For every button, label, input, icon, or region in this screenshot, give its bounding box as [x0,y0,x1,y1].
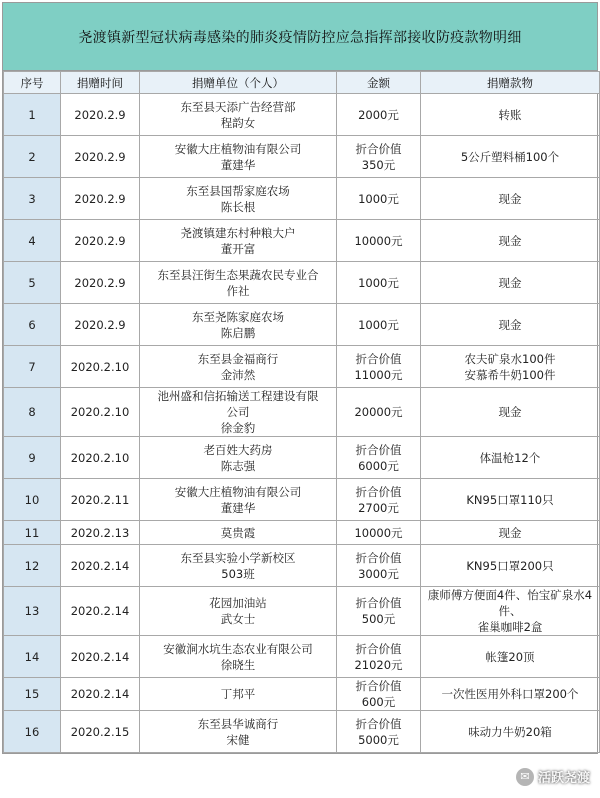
cell-seq: 3 [4,178,61,220]
cell-seq: 10 [4,479,61,521]
cell-amount-line: 10000元 [354,525,403,540]
cell-amount-line: 6000元 [358,458,399,473]
cell-items [421,587,600,636]
cell-items [421,304,600,346]
cell-items-line: 帐篷20顶 [485,649,535,664]
cell-seq: 14 [4,636,61,678]
cell-items-line: KN95口罩110只 [466,492,554,507]
cell-amount-line: 350元 [361,157,396,172]
cell-donor-line: 陈长根 [220,199,256,214]
cell-seq: 11 [4,521,61,545]
cell-date: 2020.2.10 [61,346,140,388]
cell-amount [337,587,421,636]
cell-seq: 7 [4,346,61,388]
cell-items [421,711,600,753]
cell-items [421,262,600,304]
cell-amount [337,136,421,178]
cell-items [421,437,600,479]
cell-donor [140,136,337,178]
cell-amount [337,521,421,545]
cell-date: 2020.2.9 [61,136,140,178]
cell-amount-line: 600元 [361,695,396,709]
cell-amount-line: 1000元 [358,191,399,206]
cell-items-line: 体温枪12个 [479,450,541,465]
cell-amount-line: 折合价值 [355,442,402,457]
cell-donor-line: 安徽大庄植物油有限公司 [174,141,302,156]
cell-amount-line: 2700元 [358,500,399,515]
cell-seq: 16 [4,711,61,753]
sheet-title: 尧渡镇新型冠状病毒感染的肺炎疫情防控应急指挥部接收防疫款物明细 [3,3,597,71]
cell-donor-line: 董开富 [220,241,256,256]
cell-amount [337,636,421,678]
cell-donor [140,678,337,711]
table-row [4,262,600,304]
cell-amount-line: 折合价值 [355,716,402,731]
table-row [4,636,600,678]
cell-donor-line: 丁邦平 [220,687,256,701]
cell-donor-line: 东至县国帮家庭农场 [186,183,290,198]
cell-donor-line: 徐晓生 [220,657,256,672]
cell-items [421,479,600,521]
cell-amount [337,262,421,304]
cell-donor-line: 陈启鹏 [220,325,256,340]
cell-donor [140,178,337,220]
table-row [4,136,600,178]
cell-amount-line: 1000元 [358,275,399,290]
cell-amount-line: 折合价值 [355,641,402,656]
cell-donor-line: 花园加油站 [209,596,267,610]
cell-date: 2020.2.14 [61,545,140,587]
donation-table [3,71,600,753]
cell-amount [337,711,421,753]
table-row [4,678,600,711]
cell-amount-line: 折合价值 [355,351,402,366]
cell-date: 2020.2.10 [61,388,140,437]
cell-date: 2020.2.9 [61,178,140,220]
table-row [4,587,600,636]
cell-donor [140,521,337,545]
cell-items [421,178,600,220]
cell-donor-line: 东至县华诚商行 [197,716,279,731]
cell-items-line: 雀巢咖啡2盒 [477,620,543,634]
cell-items [421,388,600,437]
cell-donor-line: 池州盛和信拓输送工程建设有限 [157,389,319,403]
cell-donor-line: 徐金豹 [220,421,256,435]
cell-donor [140,388,337,437]
cell-amount-line: 20000元 [354,405,403,419]
cell-items [421,346,600,388]
cell-items-line: 现金 [498,405,522,419]
cell-amount-line: 折合价值 [355,484,402,499]
cell-items-line: 现金 [498,525,522,540]
cell-seq: 5 [4,262,61,304]
cell-items-line: 现金 [498,317,522,332]
cell-donor-line: 老百姓大药房 [203,442,273,457]
table-row [4,545,600,587]
cell-seq: 12 [4,545,61,587]
cell-donor-line: 宋健 [226,732,250,747]
header-row [4,72,600,94]
cell-date: 2020.2.14 [61,678,140,711]
table-row [4,711,600,753]
cell-items [421,678,600,711]
table-row [4,304,600,346]
cell-items-line: 农夫矿泉水100件 [464,351,556,366]
cell-seq: 6 [4,304,61,346]
cell-date: 2020.2.9 [61,262,140,304]
cell-seq: 2 [4,136,61,178]
cell-donor [140,437,337,479]
cell-donor-line: 503班 [221,566,255,581]
cell-date: 2020.2.15 [61,711,140,753]
cell-items-line: 现金 [498,191,522,206]
cell-date: 2020.2.14 [61,636,140,678]
cell-donor-line: 金沛然 [220,367,256,382]
cell-seq: 15 [4,678,61,711]
cell-amount-line: 11000元 [354,367,403,382]
cell-seq: 8 [4,388,61,437]
cell-donor [140,587,337,636]
cell-items [421,94,600,136]
header-amount: 金额 [337,72,421,94]
cell-amount-line: 折合价值 [355,596,402,610]
cell-date: 2020.2.9 [61,220,140,262]
cell-donor [140,304,337,346]
cell-donor-line: 安徽大庄植物油有限公司 [174,484,302,499]
cell-items [421,636,600,678]
cell-donor-line: 东至县汪街生态果蔬农民专业合 [157,267,319,282]
table-row [4,94,600,136]
table-row [4,346,600,388]
cell-amount-line: 21020元 [354,657,403,672]
cell-date: 2020.2.13 [61,521,140,545]
cell-donor [140,479,337,521]
cell-donor [140,346,337,388]
cell-donor-line: 陈志强 [220,458,256,473]
table-row [4,388,600,437]
cell-donor-line: 尧渡镇建东村种粮大户 [180,225,296,240]
header-donor: 捐赠单位（个人） [140,72,337,94]
header-seq: 序号 [4,72,61,94]
cell-donor-line: 公司 [226,405,250,419]
cell-items [421,220,600,262]
cell-amount [337,545,421,587]
table-row [4,521,600,545]
cell-donor-line: 东至县实验小学新校区 [180,550,296,565]
cell-amount [337,678,421,711]
cell-amount [337,304,421,346]
table-row [4,437,600,479]
cell-donor [140,94,337,136]
cell-items [421,136,600,178]
cell-amount-line: 1000元 [358,317,399,332]
cell-items-line: 一次性医用外科口罩200个 [441,687,579,701]
cell-amount [337,437,421,479]
cell-items-line: 转账 [498,107,522,122]
cell-donor [140,262,337,304]
cell-amount-line: 3000元 [358,566,399,581]
cell-amount [337,388,421,437]
cell-donor-line: 作社 [226,283,250,298]
cell-donor-line: 东至尧陈家庭农场 [192,309,284,324]
table-row [4,220,600,262]
wechat-icon: ✉ [516,768,534,786]
cell-donor [140,545,337,587]
table-row [4,178,600,220]
donation-sheet [2,2,598,754]
cell-items [421,545,600,587]
cell-items-line: KN95口罩200只 [466,558,554,573]
cell-amount [337,94,421,136]
cell-amount-line: 折合价值 [355,141,402,156]
cell-seq: 9 [4,437,61,479]
cell-amount-line: 10000元 [354,233,403,248]
cell-donor [140,220,337,262]
cell-donor-line: 安徽涧水坑生态农业有限公司 [163,641,313,656]
cell-items-line: 5公斤塑料桶100个 [460,149,560,164]
header-items: 捐赠款物 [421,72,600,94]
cell-amount-line: 500元 [361,612,396,626]
cell-donor-line: 董建华 [220,500,256,515]
cell-donor-line: 董建华 [220,157,256,172]
cell-seq: 4 [4,220,61,262]
cell-items-line: 康师傅方便面4件、怡宝矿泉水4件、 [427,588,593,618]
cell-amount [337,479,421,521]
cell-items-line: 现金 [498,275,522,290]
cell-date: 2020.2.10 [61,437,140,479]
cell-donor [140,636,337,678]
cell-amount-line: 5000元 [358,732,399,747]
cell-items [421,521,600,545]
cell-amount-line: 2000元 [358,107,399,122]
cell-items-line: 味动力牛奶20箱 [468,724,552,739]
cell-donor-line: 莫贵霞 [220,525,256,540]
watermark [516,767,590,786]
cell-amount [337,178,421,220]
cell-donor [140,711,337,753]
header-date: 捐赠时间 [61,72,140,94]
cell-donor-line: 东至县天添广告经营部 [180,99,296,114]
cell-date: 2020.2.9 [61,304,140,346]
cell-amount [337,220,421,262]
cell-amount-line: 折合价值 [355,679,402,693]
cell-seq: 1 [4,94,61,136]
cell-items-line: 安慕希牛奶100件 [464,367,556,382]
cell-date: 2020.2.14 [61,587,140,636]
cell-donor-line: 东至县金福商行 [197,351,279,366]
watermark-text: 活跃尧渡 [537,771,590,786]
cell-donor-line: 武女士 [220,612,256,626]
cell-date: 2020.2.11 [61,479,140,521]
cell-amount [337,346,421,388]
cell-donor-line: 程韵女 [220,115,256,130]
cell-seq: 13 [4,587,61,636]
cell-date: 2020.2.9 [61,94,140,136]
table-row [4,479,600,521]
cell-amount-line: 折合价值 [355,550,402,565]
cell-items-line: 现金 [498,233,522,248]
